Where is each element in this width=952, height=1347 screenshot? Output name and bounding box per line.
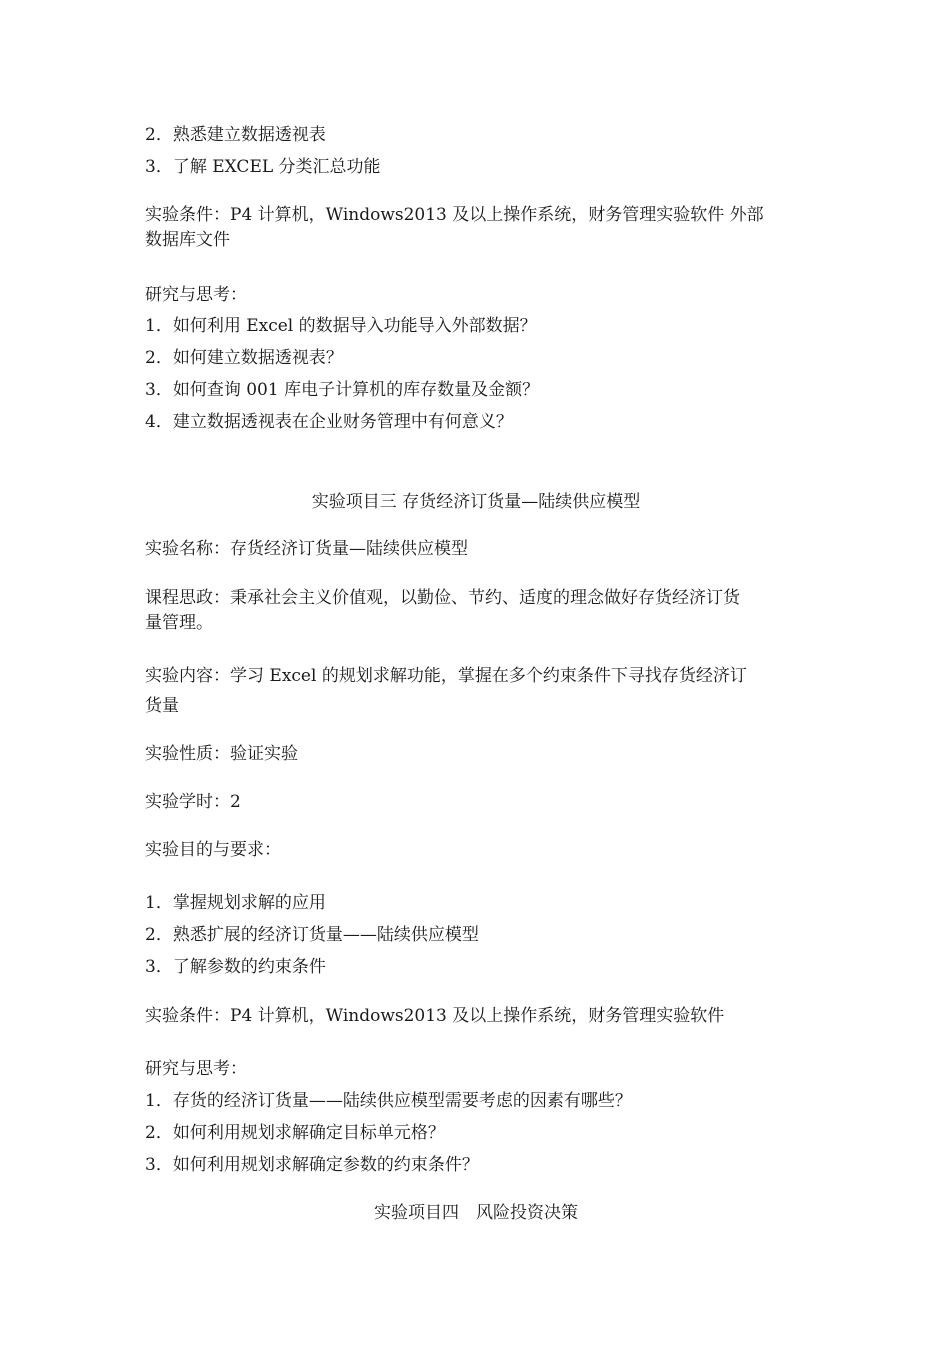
research-item: 2．如何利用规划求解确定目标单元格？ (145, 1123, 445, 1143)
goal-item: 1．掌握规划求解的应用 (145, 893, 326, 913)
research-item: 3．如何利用规划求解确定参数的约束条件？ (145, 1155, 479, 1175)
content-text: 实验内容：学习 Excel 的规划求解功能，掌握在多个约束条件下寻找存货经济订 (145, 666, 747, 686)
conditions-text: 实验条件：P4 计算机，Windows2013 及以上操作系统，财务管理实验软件 外部 (145, 205, 764, 225)
research-item: 1．如何利用 Excel 的数据导入功能导入外部数据？ (145, 316, 537, 336)
content-text-continued: 货量 (145, 696, 179, 716)
goals-title: 实验目的与要求： (145, 840, 281, 860)
hours-text: 实验学时：2 (145, 792, 241, 812)
goal-item: 2．熟悉扩展的经济订货量——陆续供应模型 (145, 925, 479, 945)
research-item: 4．建立数据透视表在企业财务管理中有何意义？ (145, 412, 513, 432)
research-item: 1．存货的经济订货量——陆续供应模型需要考虑的因素有哪些？ (145, 1091, 632, 1111)
nature-text: 实验性质：验证实验 (145, 744, 298, 764)
conditions-text: 实验条件：P4 计算机，Windows2013 及以上操作系统，财务管理实验软件 (145, 1006, 725, 1026)
research-item: 2．如何建立数据透视表？ (145, 348, 343, 368)
goal-item: 3．了解参数的约束条件 (145, 957, 326, 977)
research-item: 3．如何查询 001 库电子计算机的库存数量及金额？ (145, 380, 540, 400)
research-title: 研究与思考： (145, 285, 247, 305)
project3-heading: 实验项目三 存货经济订货量—陆续供应模型 (311, 492, 641, 512)
ideology-text: 课程思政：秉承社会主义价值观，以勤俭、节约、适度的理念做好存货经济订货 (145, 588, 740, 608)
list-item: 2．熟悉建立数据透视表 (145, 125, 326, 145)
conditions-text-continued: 数据库文件 (145, 230, 230, 250)
list-item: 3．了解 EXCEL 分类汇总功能 (145, 157, 381, 177)
experiment-name: 实验名称：存货经济订货量—陆续供应模型 (145, 539, 468, 559)
research-title: 研究与思考： (145, 1059, 247, 1079)
ideology-text-continued: 量管理。 (145, 613, 213, 633)
project4-heading: 实验项目四 风险投资决策 (374, 1203, 578, 1223)
